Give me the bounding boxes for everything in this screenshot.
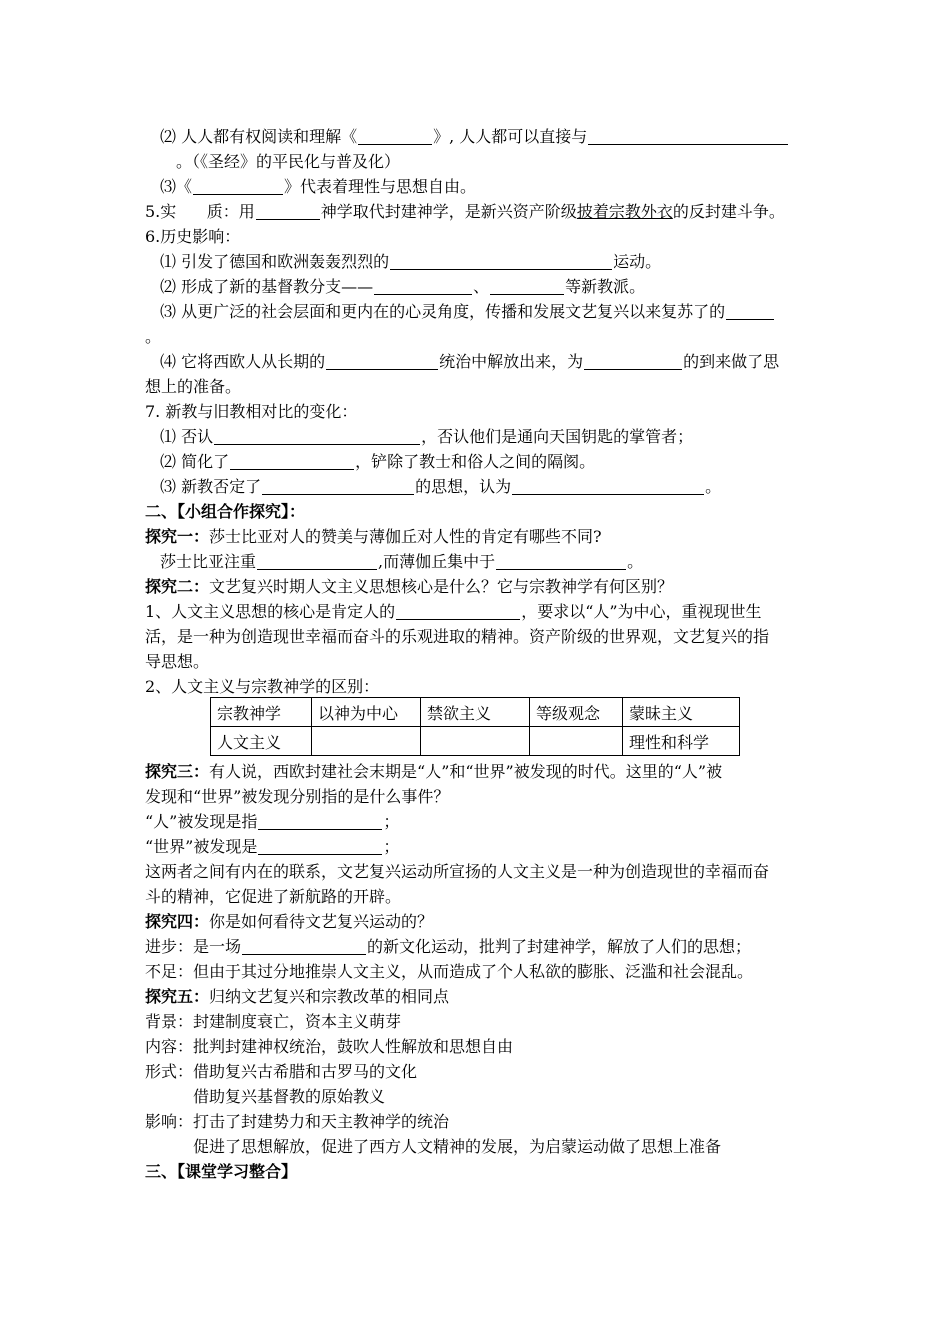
inquiry-1-answer: 莎士比亚注重 ,而薄伽丘集中于 。: [160, 552, 644, 571]
answer-blank[interactable]: [584, 351, 682, 370]
inquiry-2-question: 探究二：文艺复兴时期人文主义思想核心是什么？它与宗教神学有何区别？: [145, 577, 674, 596]
table-cell: 理性和科学: [623, 727, 740, 756]
impact-item-3: ⑶ 从更广泛的社会层面和更内在的心灵角度，传播和发展文艺复兴以来复苏了的: [160, 300, 775, 324]
table-cell: 禁欲主义: [421, 698, 530, 727]
discovery-world-line: “世界”被发现是 ；: [145, 837, 400, 856]
answer-blank[interactable]: [258, 836, 382, 855]
table-cell: 蒙昧主义: [623, 698, 740, 727]
table-cell-blank[interactable]: [312, 727, 421, 756]
comparison-table: [210, 697, 740, 756]
form-line: 形式：借助复兴古希腊和古罗马的文化: [145, 1062, 418, 1081]
inquiry-5-question: 探究五：归纳文艺复兴和宗教改革的相同点: [145, 987, 450, 1006]
section-3-heading: 三、【课堂学习整合】: [145, 1162, 298, 1181]
inquiry-3-question-cont: 发现和“世界”被发现分别指的是什么事件？: [145, 787, 450, 806]
table-cell-blank[interactable]: [530, 727, 623, 756]
table-cell-blank[interactable]: [421, 727, 530, 756]
answer-blank[interactable]: [588, 126, 788, 145]
essence-line: 5.实 质：用 神学取代封建神学，是新兴资产阶级披着宗教外衣的反封建斗争。: [145, 202, 785, 221]
answer-blank[interactable]: [326, 351, 438, 370]
table-cell: 以神为中心: [312, 698, 421, 727]
answer-blank[interactable]: [214, 426, 420, 445]
impact-item-1: ⑴ 引发了德国和欧洲轰轰烈烈的 运动。: [160, 252, 662, 271]
bible-popularization-line: 。（《圣经》的平民化与普及化）: [176, 152, 401, 171]
history-impact-heading: 6.历史影响：: [145, 227, 241, 246]
comparison-item-2: ⑵ 简化了 ，铲除了教士和俗人之间的隔阂。: [160, 452, 596, 471]
background-line: 背景：封建制度衰亡，资本主义萌芽: [145, 1012, 402, 1031]
inquiry-1-question: 探究一：莎士比亚对人的赞美与薄伽丘对人性的肯定有哪些不同?: [145, 527, 602, 546]
inquiry-4-question: 探究四：你是如何看待文艺复兴运动的？: [145, 912, 434, 931]
answer-blank[interactable]: [256, 201, 320, 220]
table-row: [211, 727, 740, 756]
influence-line-2: 促进了思想解放，促进了西方人文精神的发展，为启蒙运动做了思想上准备: [193, 1137, 722, 1156]
humanism-core-end: 导思想。: [145, 652, 210, 671]
connection-line-cont: 斗的精神，它促进了新航路的开辟。: [145, 887, 402, 906]
answer-blank[interactable]: [512, 476, 704, 495]
discovery-human-line: “人”被发现是指 ；: [145, 812, 400, 831]
reason-freedom-line: ⑶《 》代表着理性与思想自由。: [160, 177, 477, 196]
comparison-heading: 7. 新教与旧教相对比的变化：: [145, 402, 358, 421]
answer-blank[interactable]: [230, 451, 354, 470]
answer-blank[interactable]: [726, 301, 774, 320]
humanism-core-cont: 活，是一种为创造现世幸福而奋斗的乐观进取的精神。资产阶级的世界观，文艺复兴的指: [145, 627, 770, 646]
section-2-heading: 二、【小组合作探究】：: [145, 502, 306, 521]
content-line: 内容：批判封建神权统治，鼓吹人性解放和思想自由: [145, 1037, 514, 1056]
bible-reading-line: ⑵ 人人都有权阅读和理解《 》, 人人都可以直接与: [160, 125, 789, 149]
progress-line: 进步：是一场 的新文化运动，批判了封建神学，解放了人们的思想；: [145, 937, 752, 956]
answer-blank[interactable]: [258, 811, 382, 830]
answer-blank[interactable]: [396, 601, 520, 620]
connection-line: 这两者之间有内在的联系，文艺复兴运动所宣扬的人文主义是一种为创造现世的幸福而奋: [145, 862, 770, 881]
answer-blank[interactable]: [490, 276, 564, 295]
answer-blank[interactable]: [193, 176, 283, 195]
table-row: [211, 698, 740, 727]
table-cell: 宗教神学: [211, 698, 312, 727]
inquiry-3-question: 探究三：有人说，西欧封建社会末期是“人”和“世界”被发现的时代。这里的“人”被: [145, 762, 723, 781]
answer-blank[interactable]: [257, 551, 377, 570]
impact-item-3-end: 。: [145, 327, 162, 346]
answer-blank[interactable]: [242, 936, 366, 955]
difference-heading: 2、人文主义与宗教神学的区别：: [145, 677, 380, 696]
humanism-core-line: 1、人文主义思想的核心是肯定人的 ，要求以“人”为中心，重视现世生: [145, 602, 762, 621]
impact-item-4-cont: 想上的准备。: [145, 377, 242, 396]
impact-item-4: ⑷ 它将西欧人从长期的 统治中解放出来，为 的到来做了思: [160, 352, 780, 371]
answer-blank[interactable]: [358, 126, 432, 145]
answer-blank[interactable]: [262, 476, 414, 495]
table-cell: 人文主义: [211, 727, 312, 756]
table-cell: 等级观念: [530, 698, 623, 727]
comparison-item-3: ⑶ 新教否定了 的思想，认为 。: [160, 477, 722, 496]
influence-line: 影响：打击了封建势力和天主教神学的统治: [145, 1112, 450, 1131]
answer-blank[interactable]: [390, 251, 612, 270]
answer-blank[interactable]: [496, 551, 626, 570]
answer-blank[interactable]: [374, 276, 472, 295]
impact-item-2: ⑵ 形成了新的基督教分支—— 、 等新教派。: [160, 277, 646, 296]
form-line-2: 借助复兴基督教的原始教义: [193, 1087, 386, 1106]
comparison-item-1: ⑴ 否认 ，否认他们是通向天国钥匙的掌管者；: [160, 427, 694, 446]
shortcoming-line: 不足：但由于其过分地推崇人文主义，从而造成了个人私欲的膨胀、泛滥和社会混乱。: [145, 962, 754, 981]
